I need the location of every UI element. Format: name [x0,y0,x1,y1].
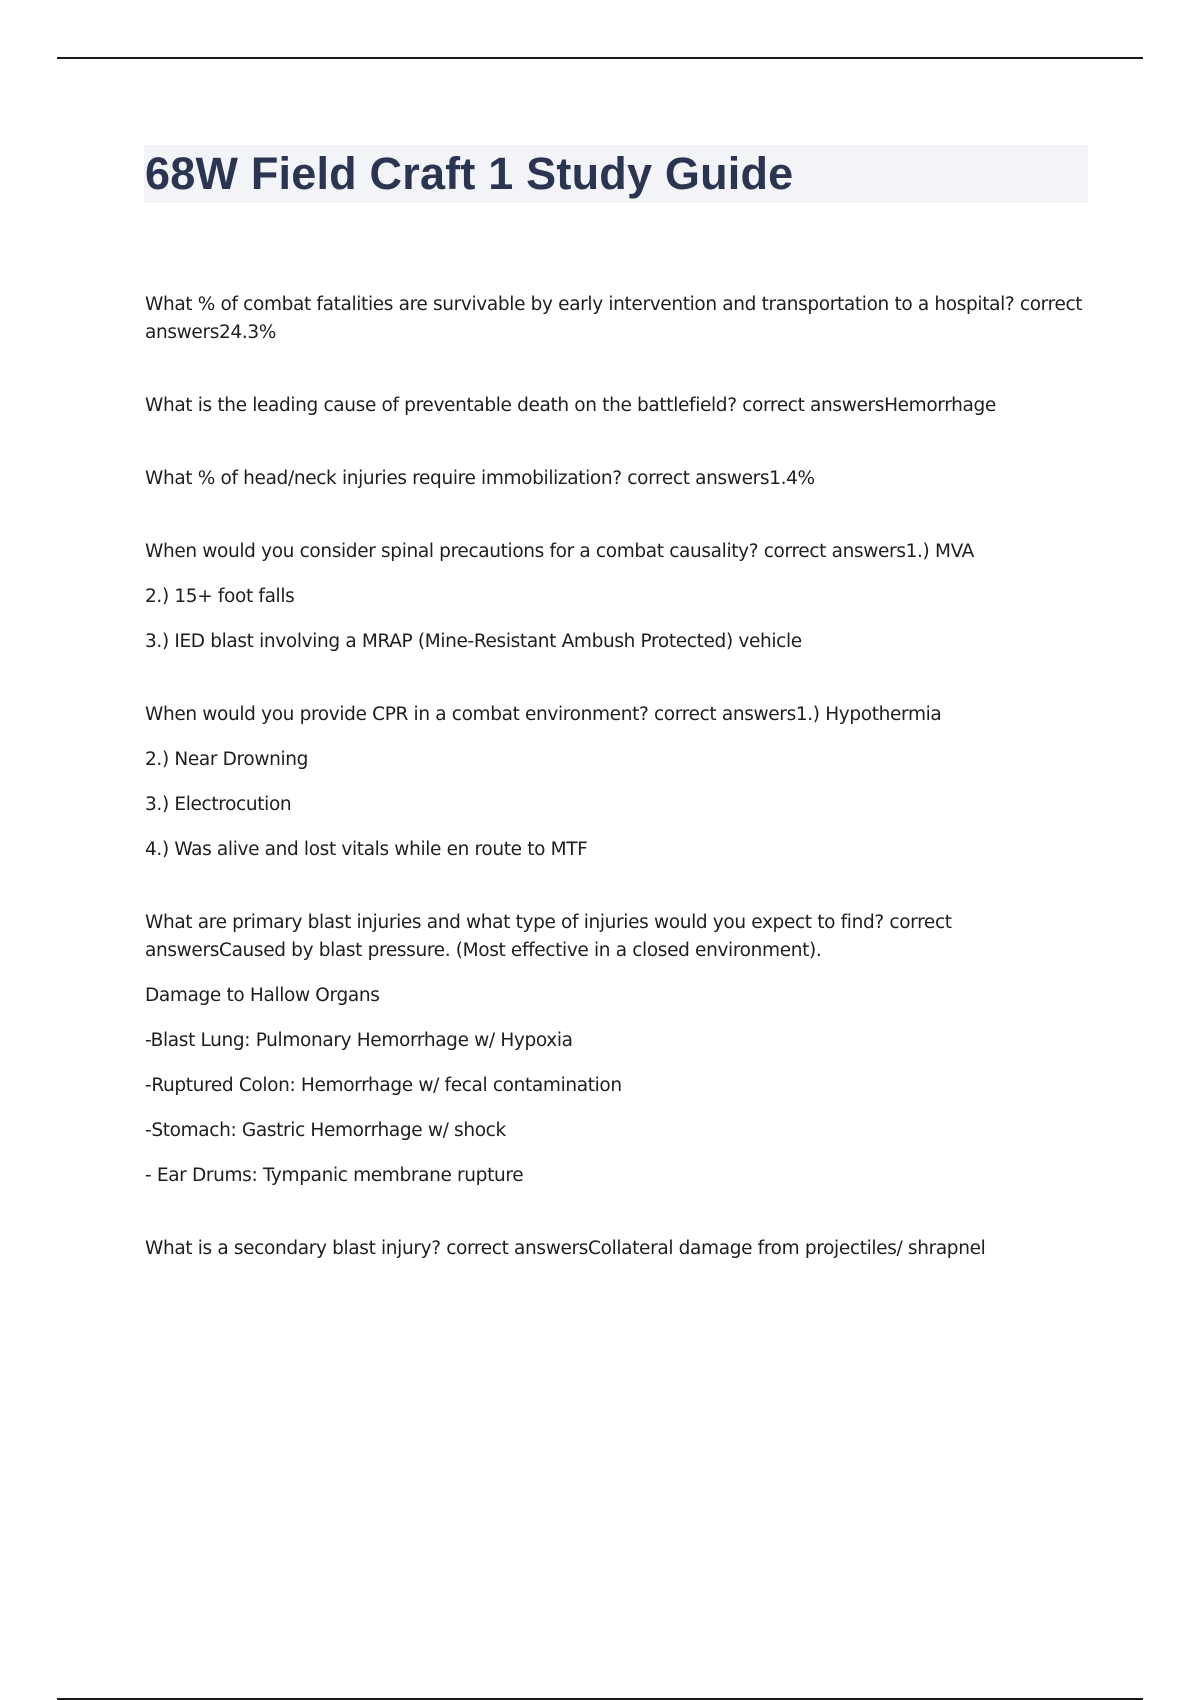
question-text: What % of combat fatalities are survivable by early intervention and transportation to a hospital? correct answers24.3% [145,294,1083,343]
question-text: What % of head/neck injuries require immobilization? correct answers1.4% [145,468,815,489]
answer-line: 2.) Near Drowning [145,749,309,770]
answer-line: -Stomach: Gastric Hemorrhage w/ shock [145,1120,506,1141]
header-rule [57,57,1143,59]
question-text: What is the leading cause of preventable death on the battlefield? correct answersHemorrhage [145,395,996,416]
qa-item [145,1235,1095,1263]
qa-item [145,701,1095,864]
answer-line: Damage to Hallow Organs [145,985,380,1006]
answer-line: 4.) Was alive and lost vitals while en route to MTF [145,839,588,860]
answer-line: 3.) IED blast involving a MRAP (Mine-Resistant Ambush Protected) vehicle [145,631,802,652]
qa-item [145,538,1095,656]
question-text: What is a secondary blast injury? correct answersCollateral damage from projectiles/ shrapnel [145,1238,986,1259]
page-title: 68W Field Craft 1 Study Guide [145,148,794,199]
qa-item [145,465,1095,493]
study-guide-content [145,291,1095,1308]
question-text: What are primary blast injuries and what type of injuries would you expect to find? correct answersCaused by blast pressure. (Most effective in a closed environment). [145,912,952,961]
question-text: When would you consider spinal precautions for a combat causality? correct answers1.) MVA [145,541,974,562]
answer-line: 2.) 15+ foot falls [145,586,295,607]
answer-line: 3.) Electrocution [145,794,292,815]
answer-line: -Blast Lung: Pulmonary Hemorrhage w/ Hypoxia [145,1030,573,1051]
question-text: When would you provide CPR in a combat environment? correct answers1.) Hypothermia [145,704,942,725]
qa-item [145,291,1095,347]
qa-item [145,909,1095,1190]
answer-line: - Ear Drums: Tympanic membrane rupture [145,1165,524,1186]
answer-line: -Ruptured Colon: Hemorrhage w/ fecal contamination [145,1075,622,1096]
qa-item [145,392,1095,420]
